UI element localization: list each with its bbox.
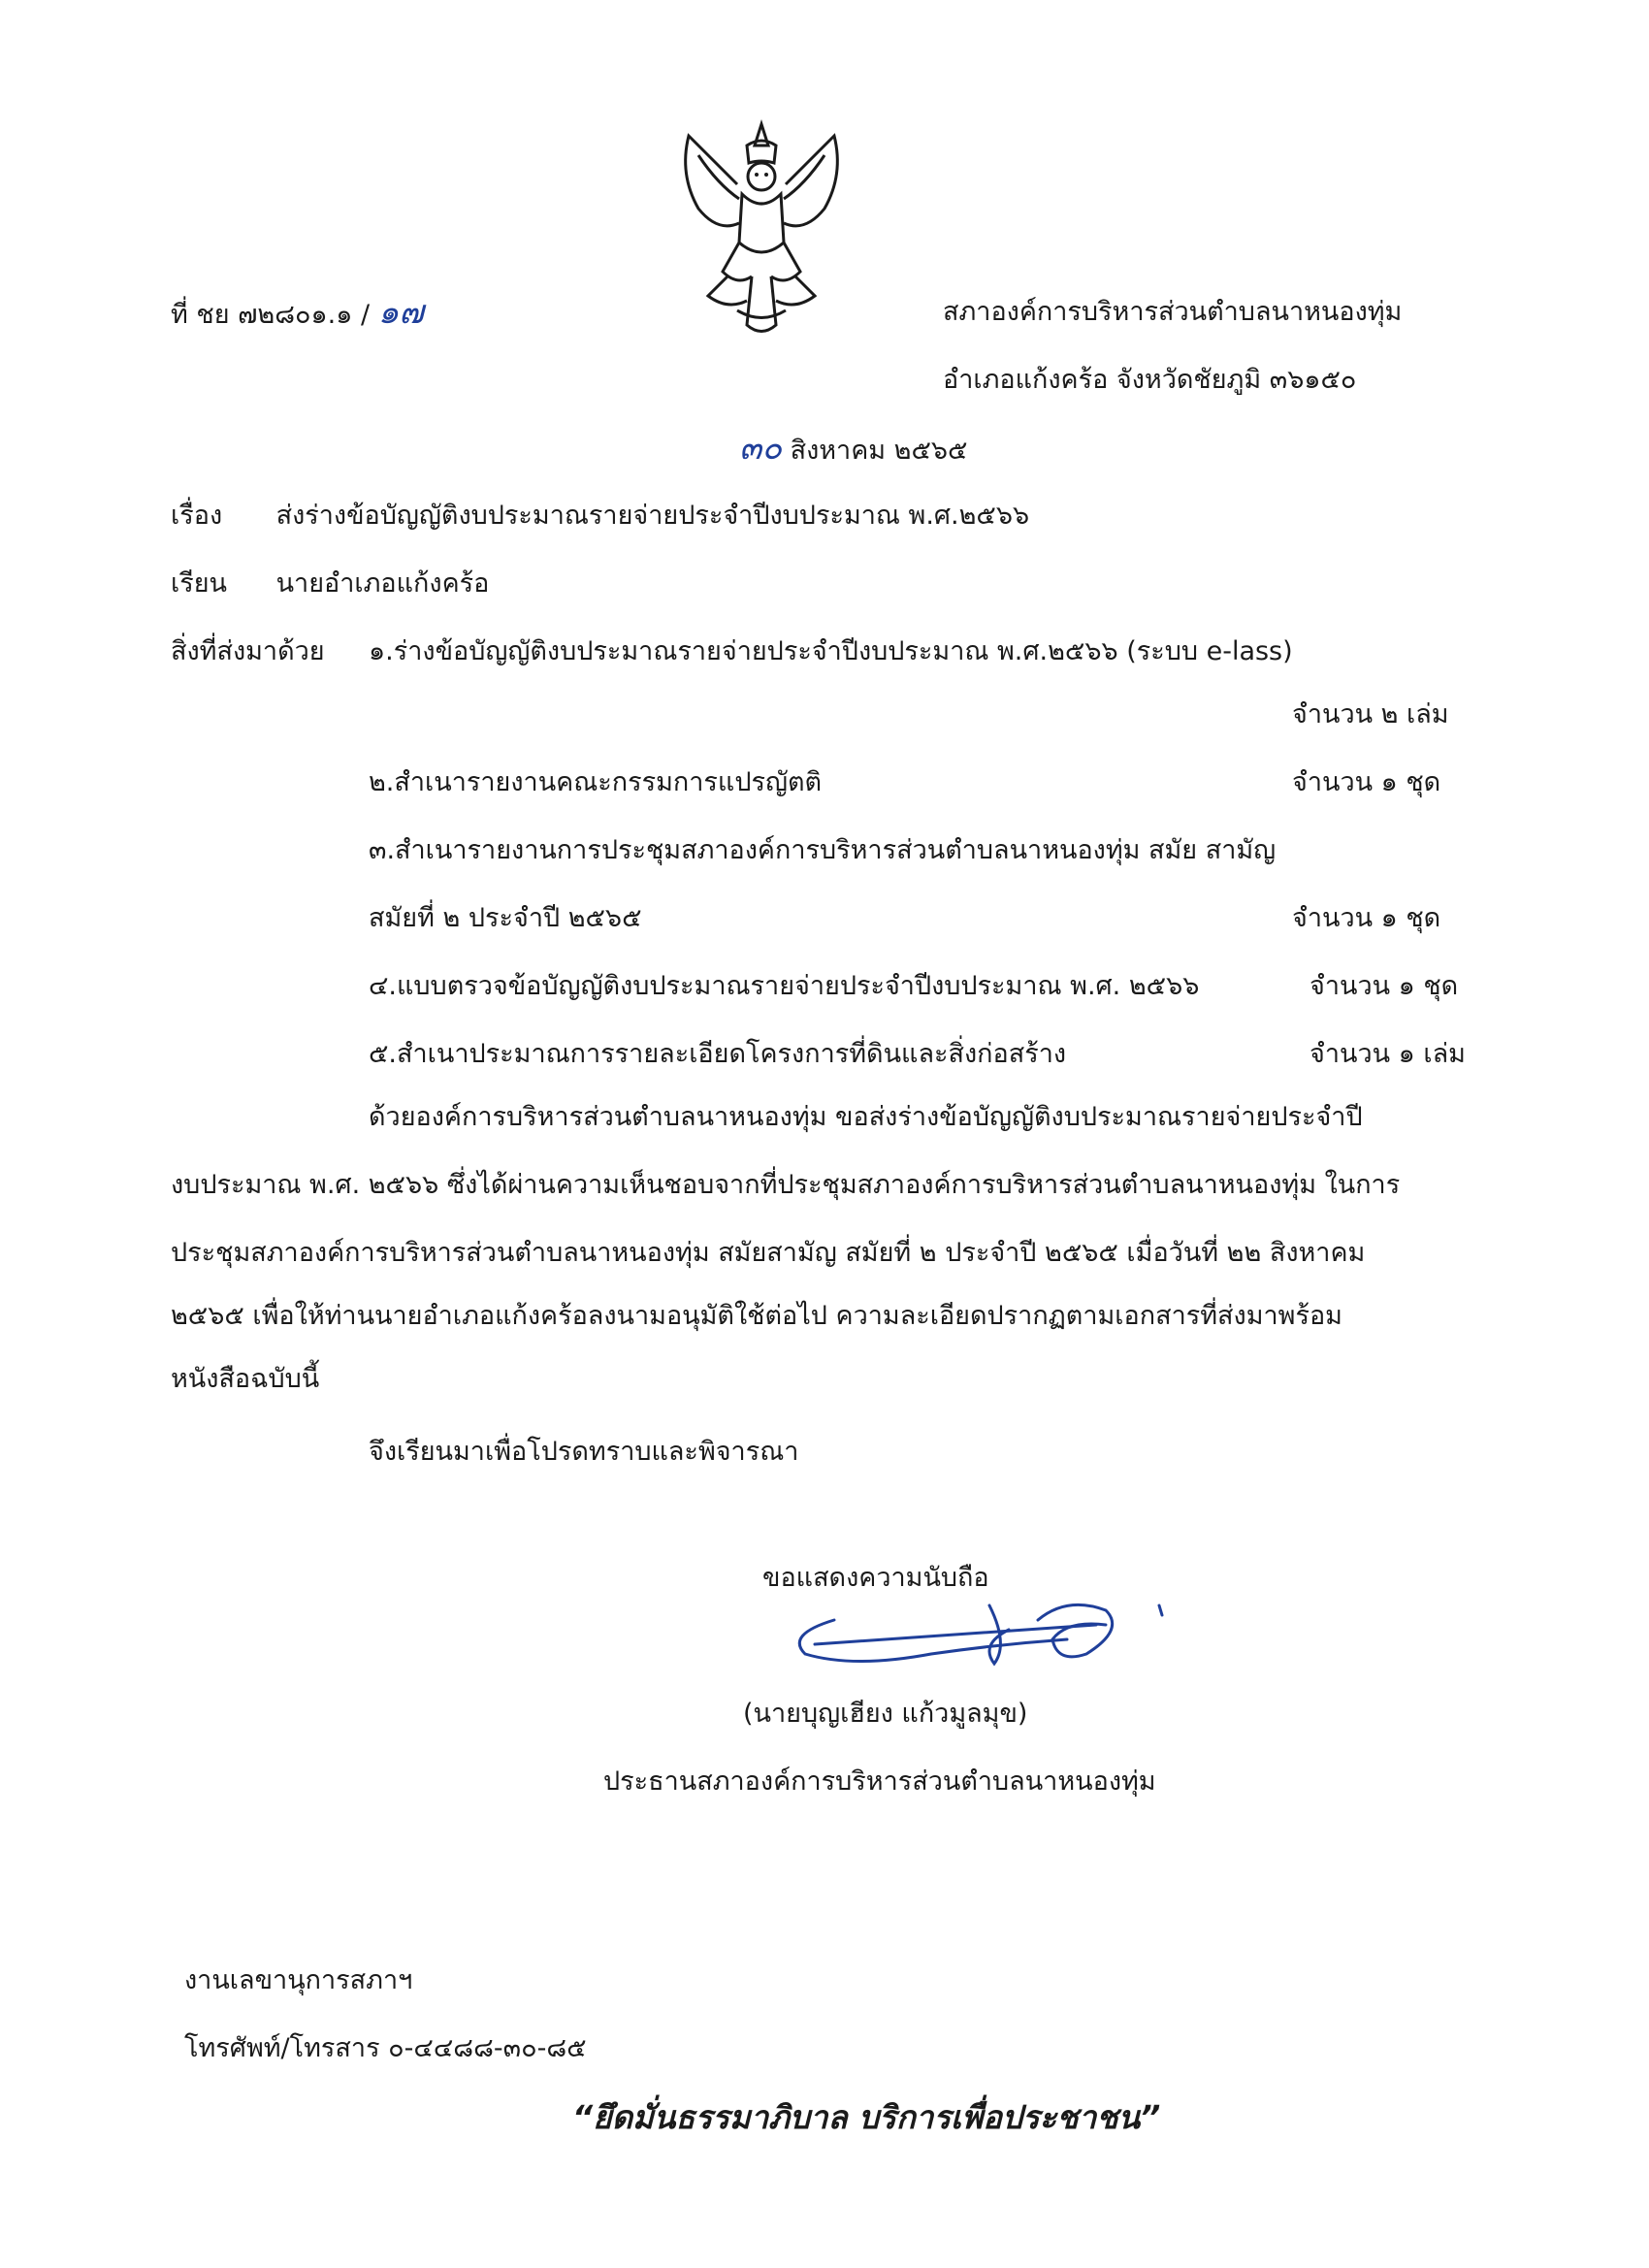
signatory-position: ประธานสภาองค์การบริหารส่วนตำบลนาหนองทุ่ม [603,1766,1156,1797]
handwritten-ref-number: ๑๗ [377,293,424,332]
subject-label: เรื่อง [171,501,223,531]
enclosures-label: สิ่งที่ส่งมาด้วย [171,636,325,666]
sender-organization: สภาองค์การบริหารส่วนตำบลนาหนองทุ่ม [943,297,1403,327]
enclosure-qty-4: จำนวน ๑ ชุด [1310,971,1459,1001]
handwritten-signature [776,1586,1183,1693]
enclosure-item-3: ๓.สำเนารายงานการประชุมสภาองค์การบริหารส่วนตำบลนาหนองทุ่ม สมัย สามัญ [369,835,1277,865]
letter-date: ๓๐ สิงหาคม ๒๕๖๕ [739,429,968,468]
enclosure-item-3-cont: สมัยที่ ๒ ประจำปี ๒๕๖๕ [369,903,642,933]
enclosure-item-1: ๑.ร่างข้อบัญญัติงบประมาณรายจ่ายประจำปีงบประมาณ พ.ศ.๒๕๖๖ (ระบบ e-lass) [369,636,1293,666]
body-line-3: ประชุมสภาองค์การบริหารส่วนตำบลนาหนองทุ่ม สมัยสามัญ สมัยที่ ๒ ประจำปี ๒๕๖๕ เมื่อวันที่ ๒๒ สิงหาคม [171,1238,1366,1268]
enclosure-qty-5: จำนวน ๑ เล่ม [1310,1039,1466,1069]
closing-request: จึงเรียนมาเพื่อโปรดทราบและพิจารณา [369,1437,799,1467]
enclosure-qty-3: จำนวน ๑ ชุด [1292,903,1441,933]
motto: “ยึดมั่นธรรมาภิบาล บริการเพื่อประชาชน” [572,2098,1161,2136]
salutation: ขอแสดงความนับถือ [762,1563,989,1593]
enclosure-item-2: ๒.สำเนารายงานคณะกรรมการแปรญัตติ [369,767,823,797]
recipient-text: นายอำเภอแก้งคร้อ [275,568,490,599]
subject-line [171,497,1029,535]
recipient-line [171,565,489,603]
reference-number: ที่ ชย ๗๒๘๐๑.๑ / ๑๗ [171,293,424,332]
enclosure-item-5: ๕.สำเนาประมาณการรายละเอียดโครงการที่ดินและสิ่งก่อสร้าง [369,1039,1067,1069]
body-line-2: งบประมาณ พ.ศ. ๒๕๖๖ ซึ่งได้ผ่านความเห็นชอบจากที่ประชุมสภาองค์การบริหารส่วนตำบลนาหนองทุ่ม ในการ [171,1170,1401,1200]
body-line-5: หนังสือฉบับนี้ [171,1364,320,1394]
signatory-name: (นายบุญเฮียง แก้วมูลมุข) [743,1699,1028,1729]
garuda-emblem-icon [669,116,854,340]
enclosure-qty-1: จำนวน ๒ เล่ม [1292,699,1449,729]
enclosure-qty-2: จำนวน ๑ ชุด [1292,767,1441,797]
office-name: งานเลขานุการสภาฯ [184,1965,413,1995]
recipient-label: เรียน [171,568,228,599]
subject-text: ส่งร่างข้อบัญญัติงบประมาณรายจ่ายประจำปีงบประมาณ พ.ศ.๒๕๖๖ [275,501,1030,531]
body-line-4: ๒๕๖๕ เพื่อให้ท่านนายอำเภอแก้งคร้อลงนามอนุมัติใช้ต่อไป ความละเอียดปรากฏตามเอกสารที่ส่งมาพร้อม [171,1301,1342,1331]
sender-address: อำเภอแก้งคร้อ จังหวัดชัยภูมิ ๓๖๑๕๐ [943,365,1357,395]
body-line-1: ด้วยองค์การบริหารส่วนตำบลนาหนองทุ่ม ขอส่งร่างข้อบัญญัติงบประมาณรายจ่ายประจำปี [369,1102,1363,1132]
enclosure-item-4: ๔.แบบตรวจข้อบัญญัติงบประมาณรายจ่ายประจำปีงบประมาณ พ.ศ. ๒๕๖๖ [369,971,1200,1001]
phone-fax: โทรศัพท์/โทรสาร ๐-๔๔๘๘-๓๐-๘๕ [184,2033,587,2063]
handwritten-date-day: ๓๐ [739,429,782,468]
